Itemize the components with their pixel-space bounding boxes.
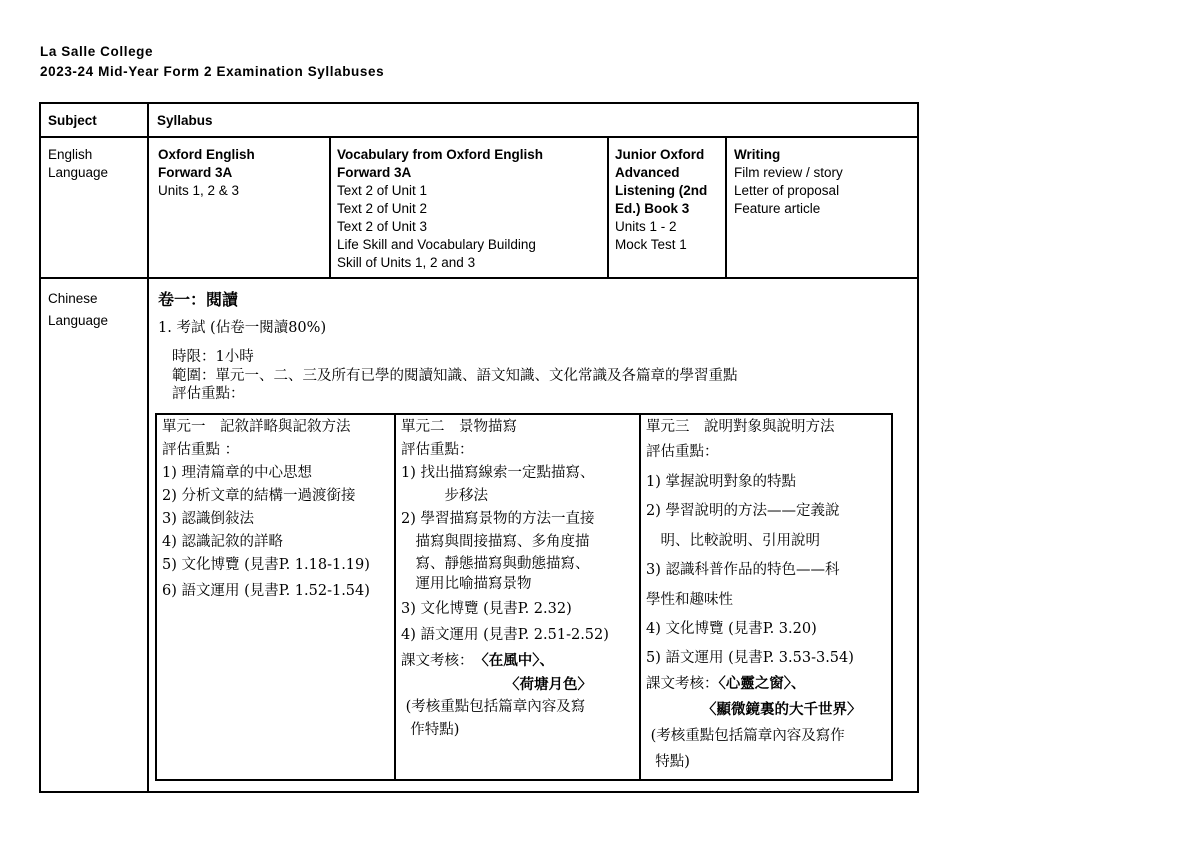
unit-line: 描寫與間接描寫、多角度描	[401, 534, 590, 550]
heading: Junior Oxford	[615, 147, 705, 162]
exam-note: 作特點)	[401, 722, 460, 738]
syllabus-line: Letter of proposal	[734, 183, 840, 198]
unit-line: 學性和趣味性	[646, 591, 733, 608]
unit-line: 3) 文化博覽 (見書P. 2.32)	[401, 601, 572, 617]
subject-line: Language	[48, 165, 109, 180]
unit-line: 4) 認識記敘的詳略	[162, 534, 283, 550]
unit-line: 3) 認識倒敍法	[162, 511, 254, 527]
heading: Forward 3A	[158, 165, 233, 180]
syllabus-line: Film review / story	[734, 165, 843, 180]
unit-line: 2) 學習說明的方法——定義說	[646, 503, 840, 519]
english-vocabulary	[337, 146, 543, 272]
unit-line: 2) 學習描寫景物的方法一直接	[401, 511, 595, 527]
heading: Writing	[734, 147, 781, 162]
school-name: La Salle College	[40, 44, 154, 59]
exam-note: 特點)	[646, 753, 690, 770]
syllabus-line: Text 2 of Unit 3	[337, 219, 428, 234]
subject-line: Chinese	[48, 291, 98, 306]
unit-line: 3) 認識科普作品的特色——科	[646, 562, 840, 578]
unit-line: 運用比喻描寫景物	[401, 576, 532, 592]
exam-note: (考核重點包括篇章內容及寫作	[646, 727, 845, 744]
unit-line: 1) 理清篇章的中心思想	[162, 465, 312, 481]
exam-text: 〈心靈之窗〉、	[718, 674, 806, 692]
unit-title: 單元三 說明對象與說明方法	[646, 419, 835, 435]
heading: Oxford English	[158, 147, 255, 162]
unit-line: 評估重點：	[401, 442, 474, 458]
exam-text: 〈荷塘月色〉	[505, 676, 592, 693]
exam-text: 〈在風中〉、	[481, 652, 554, 669]
heading: Vocabulary from Oxford English	[337, 147, 544, 162]
scope: 範圍：單元一、二、三及所有已學的閱讀知識、語文知識、文化常識及各篇章的學習重點	[172, 368, 738, 384]
unit-line: 寫、靜態描寫與動態描寫、	[401, 556, 590, 572]
unit-2	[401, 416, 609, 742]
unit-title: 單元一 記敘詳略與記敘方法	[162, 419, 351, 435]
focus-label: 評估重點：	[172, 386, 245, 402]
english-writing	[734, 146, 843, 218]
document-header	[40, 42, 384, 82]
syllabus-line: Units 1 - 2	[615, 219, 677, 234]
unit-line: 5) 文化博覽 (見書P. 1.18-1.19)	[162, 557, 370, 573]
subject-line: Language	[48, 313, 109, 328]
syllabus-line: Text 2 of Unit 2	[337, 201, 428, 216]
unit-line: 評估重點：	[646, 444, 719, 460]
unit-line: 6) 語文運用 (見書P. 1.52-1.54)	[162, 583, 370, 599]
unit-line: 明、比較說明、引用說明	[646, 532, 820, 549]
heading: Ed.) Book 3	[615, 201, 690, 216]
unit-3	[646, 416, 862, 775]
exam-label: 課文考核：	[401, 653, 474, 669]
header-subject: Subject	[48, 113, 97, 128]
syllabus-line: Life Skill and Vocabulary Building	[337, 237, 536, 252]
unit-line: 4) 文化博覽 (見書P. 3.20)	[646, 621, 817, 637]
unit-1	[162, 416, 370, 603]
unit-line: 步移法	[401, 488, 488, 504]
unit-line: 5) 語文運用 (見書P. 3.53-3.54)	[646, 649, 854, 666]
heading: Advanced	[615, 165, 680, 180]
subject-line: English	[48, 147, 93, 162]
exam-label: 課文考核：	[646, 675, 719, 692]
unit-title: 單元二 景物描寫	[401, 419, 517, 435]
english-oxford-forward	[158, 146, 255, 200]
exam-item: 1. 考試 (佔卷一閱讀80%)	[158, 320, 327, 336]
syllabus-line: Skill of Units 1, 2 and 3	[337, 255, 476, 270]
header-syllabus: Syllabus	[157, 113, 213, 128]
exam-text: 〈顯微鏡裏的大千世界〉	[702, 700, 862, 718]
english-listening	[615, 146, 707, 254]
syllabus-line: Text 2 of Unit 1	[337, 183, 428, 198]
unit-line: 2) 分析文章的結構一過渡銜接	[162, 488, 356, 504]
chinese-intro	[158, 288, 738, 403]
exam-note: (考核重點包括篇章內容及寫	[401, 699, 586, 715]
syllabus-line: Units 1, 2 & 3	[158, 183, 240, 198]
unit-line: 1) 找出描寫線索一定點描寫、	[401, 465, 595, 481]
unit-line: 評估重點 ：	[162, 442, 240, 458]
syllabus-line: Mock Test 1	[615, 237, 687, 252]
document-title: 2023-24 Mid-Year Form 2 Examination Syllabuses	[40, 64, 385, 79]
syllabus-line: Feature article	[734, 201, 821, 216]
subject-chinese	[48, 288, 108, 332]
unit-line: 4) 語文運用 (見書P. 2.51-2.52)	[401, 627, 609, 643]
paper-title: 卷一：閱讀	[158, 290, 239, 309]
time-limit: 時限：1小時	[172, 349, 254, 365]
unit-line: 1) 掌握說明對象的特點	[646, 473, 796, 490]
subject-english	[48, 146, 108, 182]
heading: Listening (2nd	[615, 183, 708, 198]
heading: Forward 3A	[337, 165, 412, 180]
